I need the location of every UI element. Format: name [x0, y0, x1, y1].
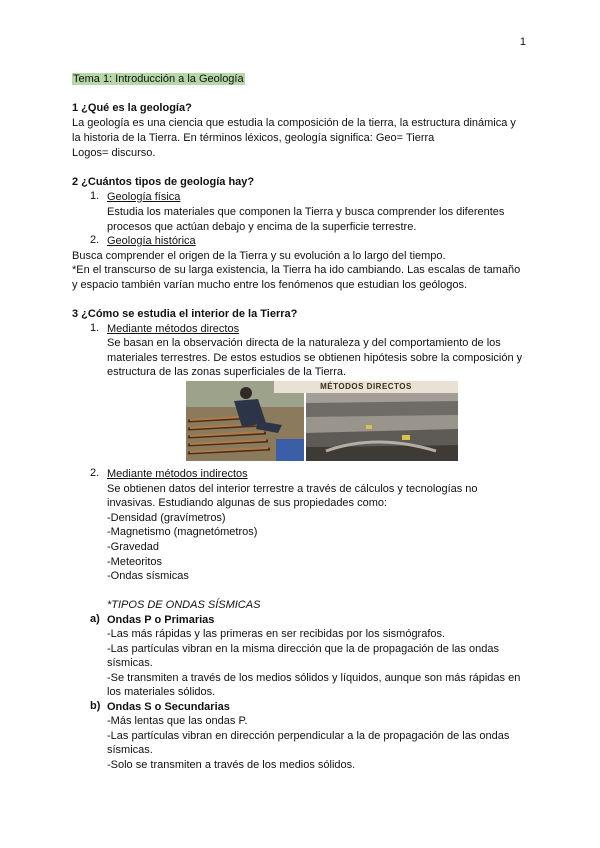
ondas-s-line: -Las partículas vibran en dirección perpendicular a la de propagación de las ondas	[107, 730, 510, 742]
property-item: -Ondas sísmicas	[107, 570, 189, 582]
ondas-s-line: -Más lentas que las ondas P.	[107, 715, 248, 727]
ondas-p-line: sísmicas.	[107, 657, 153, 669]
list-number: 2.	[90, 467, 100, 479]
section-1-line-2: la historia de la Tierra. En términos léxicos, geología significa: Geo= Tierra	[72, 132, 435, 144]
section-1-line-3: Logos= discurso.	[72, 147, 156, 159]
geologia-historica-title: Geología histórica	[107, 235, 196, 247]
open-pit-mine-photo	[306, 381, 458, 461]
section-1-line-1: La geología es una ciencia que estudia la composición de la tierra, la estructura dinámica y	[72, 117, 516, 129]
metodos-indirectos-line-1: Se obtienen datos del interior terrestre a través de cálculos y tecnologías no	[107, 483, 478, 495]
page-number: 1	[519, 36, 526, 48]
geologia-historica-line-2: *En el transcurso de su larga existencia, la Tierra ha ido cambiando. Las escalas de tamaño	[72, 264, 521, 276]
document-title	[72, 72, 532, 87]
metodos-directos-line-1: Se basan en la observación directa de la naturaleza y del comportamiento de los	[107, 337, 501, 349]
ondas-p-line: los materiales sólidos.	[107, 686, 216, 698]
ondas-s-line: -Solo se transmiten a través de los medios sólidos.	[107, 759, 356, 771]
property-item: -Meteoritos	[107, 556, 163, 568]
metodos-directos-title: Mediante métodos directos	[107, 323, 240, 335]
list-number: 1.	[90, 322, 100, 334]
geologia-fisica-line-2: procesos que actúan debajo y encima de la superficie terrestre.	[107, 221, 417, 233]
ondas-p-line: -Las más rápidas y las primeras en ser recibidas por los sismógrafos.	[107, 628, 446, 640]
list-letter: b)	[90, 700, 101, 712]
metodos-directos-line-2: materiales terrestres. De estos estudios se obtienen hipótesis sobre la composición y	[107, 352, 523, 364]
tipos-ondas-title: *TIPOS DE ONDAS SÍSMICAS	[107, 599, 261, 611]
property-item: -Magnetismo (magnetómetros)	[107, 526, 258, 538]
title-highlight: Tema 1: Introducción a la Geología	[73, 73, 244, 85]
ondas-p-title: Ondas P o Primarias	[107, 614, 215, 626]
section-3-heading: 3 ¿Cómo se estudia el interior de la Tierra?	[72, 308, 298, 320]
geologia-fisica-line-1: Estudia los materiales que componen la Tierra y busca comprender los diferentes	[107, 206, 505, 218]
section-1-heading: 1 ¿Qué es la geología?	[72, 102, 192, 114]
property-item: -Gravedad	[107, 541, 159, 553]
geologia-historica-line-3: y espacio también varían mucho entre los fenómenos que estudian los geólogos.	[72, 279, 468, 291]
metodos-directos-line-3: estructura de las zonas superficiales de la Tierra.	[107, 366, 347, 378]
metodos-indirectos-line-2: invasivas. Estudiando algunas de sus propiedades como:	[107, 497, 388, 509]
section-2-heading: 2 ¿Cuántos tipos de geología hay?	[72, 176, 255, 188]
property-item: -Densidad (gravímetros)	[107, 512, 226, 524]
ondas-p-line: -Se transmiten a través de los medios sólidos y líquidos, aunque son más rápidas en	[107, 672, 521, 684]
metodos-indirectos-title: Mediante métodos indirectos	[107, 468, 248, 480]
ondas-s-title: Ondas S o Secundarias	[107, 701, 230, 713]
ondas-p-line: -Las partículas vibran en la misma dirección que la de propagación de las ondas	[107, 643, 499, 655]
ondas-s-line: sísmicas.	[107, 744, 153, 756]
list-number: 2.	[90, 234, 100, 246]
geologia-historica-line-1: Busca comprender el origen de la Tierra y su evolución a lo largo del tiempo.	[72, 250, 446, 262]
geologia-fisica-title: Geología física	[107, 191, 181, 203]
list-number: 1.	[90, 190, 100, 202]
list-letter: a)	[90, 613, 100, 625]
core-samples-photo	[186, 381, 304, 461]
metodos-directos-caption: MÉTODOS DIRECTOS	[274, 381, 458, 393]
metodos-directos-image	[186, 381, 458, 461]
